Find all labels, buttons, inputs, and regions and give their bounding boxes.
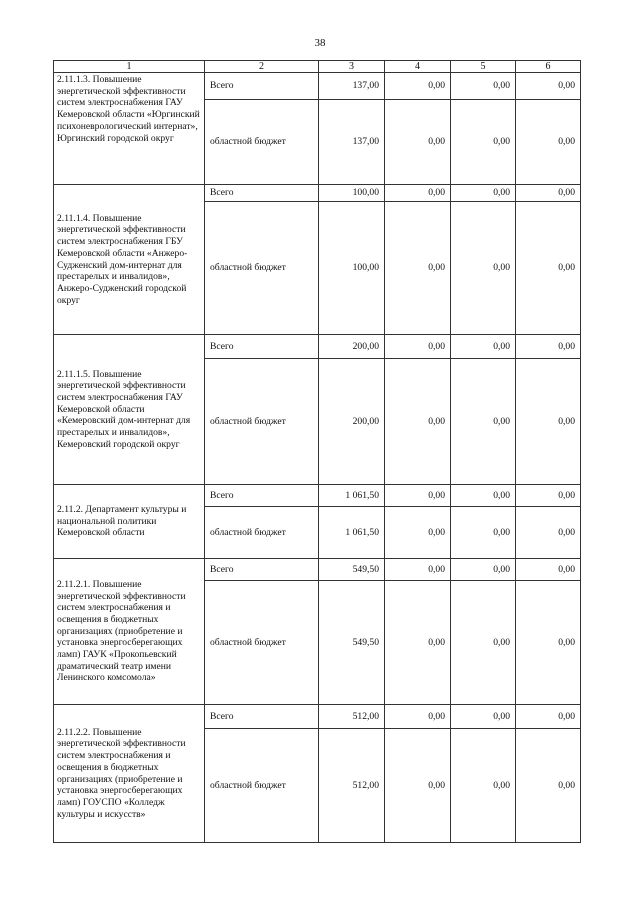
measure-name: 2.11.1.4. Повышение энергетической эффективности систем электроснабжения ГБУ Кемеровской области «Анжеро-Судженский дом-интернат для престарелых и инвалидов», Анжеро-Судженский городской округ bbox=[54, 185, 205, 335]
value-col5: 0,00 bbox=[451, 559, 516, 581]
table-row bbox=[54, 185, 581, 202]
value-col3: 137,00 bbox=[319, 73, 385, 100]
funding-source: Всего bbox=[205, 705, 319, 729]
value-col3: 200,00 bbox=[319, 359, 385, 485]
value-col6: 0,00 bbox=[516, 485, 581, 507]
value-col5: 0,00 bbox=[451, 335, 516, 359]
value-col4: 0,00 bbox=[385, 202, 451, 335]
table-row bbox=[54, 705, 581, 729]
value-col5: 0,00 bbox=[451, 73, 516, 100]
measure-name: 2.11.2. Департамент культуры и национальной политики Кемеровской области bbox=[54, 485, 205, 559]
value-col3: 137,00 bbox=[319, 100, 385, 185]
table-row bbox=[54, 559, 581, 581]
measure-name: 2.11.2.2. Повышение энергетической эффективности систем электроснабжения и освещения в бюджетных организациях (приобретение и установка энергосберегающих ламп) ГОУСПО «Колледж культуры и искусств» bbox=[54, 705, 205, 843]
value-col5: 0,00 bbox=[451, 705, 516, 729]
value-col5: 0,00 bbox=[451, 202, 516, 335]
value-col6: 0,00 bbox=[516, 100, 581, 185]
measure-name: 2.11.2.1. Повышение энергетической эффективности систем электроснабжения и освещения в бюджетных организациях (приобретение и установка энергосберегающих ламп) ГАУК «Прокопьевский драматический театр имени Ленинского комсомола» bbox=[54, 559, 205, 705]
value-col3: 549,50 bbox=[319, 559, 385, 581]
value-col4: 0,00 bbox=[385, 485, 451, 507]
column-header: 6 bbox=[516, 61, 581, 73]
value-col6: 0,00 bbox=[516, 507, 581, 559]
value-col6: 0,00 bbox=[516, 73, 581, 100]
funding-source: Всего bbox=[205, 185, 319, 202]
funding-source: Всего bbox=[205, 335, 319, 359]
column-header: 2 bbox=[205, 61, 319, 73]
value-col3: 200,00 bbox=[319, 335, 385, 359]
value-col6: 0,00 bbox=[516, 729, 581, 843]
funding-source: областной бюджет bbox=[205, 729, 319, 843]
value-col6: 0,00 bbox=[516, 359, 581, 485]
value-col4: 0,00 bbox=[385, 335, 451, 359]
funding-source: Всего bbox=[205, 73, 319, 100]
value-col4: 0,00 bbox=[385, 507, 451, 559]
table-row bbox=[54, 73, 581, 100]
value-col5: 0,00 bbox=[451, 359, 516, 485]
value-col3: 512,00 bbox=[319, 729, 385, 843]
value-col6: 0,00 bbox=[516, 335, 581, 359]
value-col4: 0,00 bbox=[385, 185, 451, 202]
funding-source: областной бюджет bbox=[205, 359, 319, 485]
funding-source: Всего bbox=[205, 559, 319, 581]
value-col5: 0,00 bbox=[451, 729, 516, 843]
value-col4: 0,00 bbox=[385, 581, 451, 705]
value-col3: 1 061,50 bbox=[319, 485, 385, 507]
table-header-row bbox=[54, 61, 581, 73]
value-col6: 0,00 bbox=[516, 581, 581, 705]
page-number: 38 bbox=[314, 37, 326, 49]
value-col5: 0,00 bbox=[451, 100, 516, 185]
value-col5: 0,00 bbox=[451, 507, 516, 559]
funding-source: областной бюджет bbox=[205, 202, 319, 335]
budget-table bbox=[53, 60, 581, 843]
table-row bbox=[54, 335, 581, 359]
value-col4: 0,00 bbox=[385, 559, 451, 581]
measure-name: 2.11.1.5. Повышение энергетической эффективности систем электроснабжения ГАУ Кемеровской области «Кемеровский дом-интернат для престарелых и инвалидов», Кемеровский городской округ bbox=[54, 335, 205, 485]
funding-source: Всего bbox=[205, 485, 319, 507]
value-col4: 0,00 bbox=[385, 73, 451, 100]
funding-source: областной бюджет bbox=[205, 581, 319, 705]
column-header: 3 bbox=[319, 61, 385, 73]
column-header: 5 bbox=[451, 61, 516, 73]
value-col3: 100,00 bbox=[319, 202, 385, 335]
value-col3: 1 061,50 bbox=[319, 507, 385, 559]
column-header: 4 bbox=[385, 61, 451, 73]
value-col4: 0,00 bbox=[385, 100, 451, 185]
value-col4: 0,00 bbox=[385, 729, 451, 843]
value-col5: 0,00 bbox=[451, 185, 516, 202]
measure-name: 2.11.1.3. Повышение энергетической эффективности систем электроснабжения ГАУ Кемеровской области «Юргинский психоневрологический интернат», Юргинский городской округ bbox=[54, 73, 205, 185]
value-col6: 0,00 bbox=[516, 705, 581, 729]
funding-source: областной бюджет bbox=[205, 100, 319, 185]
value-col3: 100,00 bbox=[319, 185, 385, 202]
value-col4: 0,00 bbox=[385, 359, 451, 485]
value-col3: 512,00 bbox=[319, 705, 385, 729]
value-col3: 549,50 bbox=[319, 581, 385, 705]
table-row bbox=[54, 485, 581, 507]
value-col5: 0,00 bbox=[451, 485, 516, 507]
value-col6: 0,00 bbox=[516, 202, 581, 335]
value-col5: 0,00 bbox=[451, 581, 516, 705]
value-col6: 0,00 bbox=[516, 185, 581, 202]
funding-source: областной бюджет bbox=[205, 507, 319, 559]
column-header: 1 bbox=[54, 61, 205, 73]
value-col4: 0,00 bbox=[385, 705, 451, 729]
value-col6: 0,00 bbox=[516, 559, 581, 581]
